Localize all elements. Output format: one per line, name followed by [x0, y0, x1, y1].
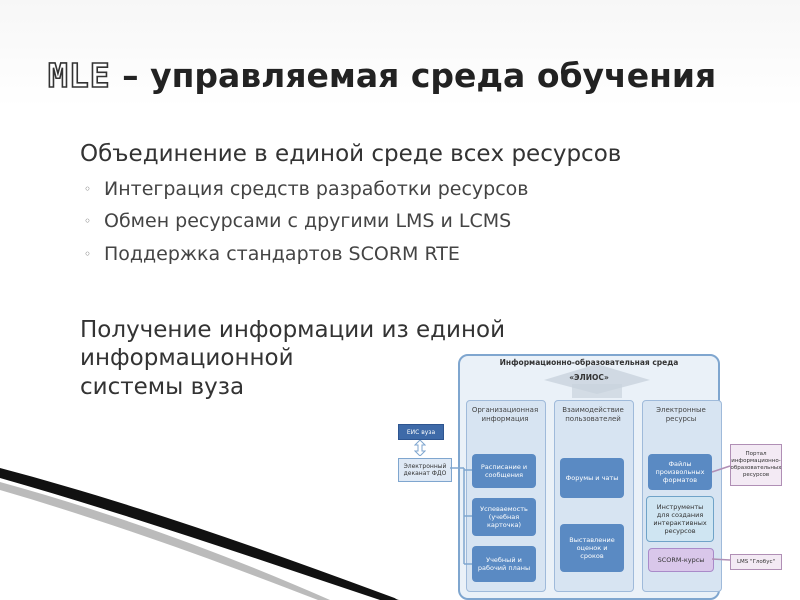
- column-resources-header-line-2: ресурсы: [665, 415, 697, 423]
- title-abbr: MLE: [48, 56, 111, 95]
- box-grades-line-1: Успеваемость: [480, 505, 528, 513]
- box-plans-line-1: Учебный и: [486, 556, 522, 564]
- box-tools-line-4: ресурсов: [664, 527, 696, 535]
- box-tools-line-3: интерактивных: [653, 519, 707, 527]
- column-org-header-line-2: информация: [481, 415, 529, 423]
- connector-line: [712, 559, 730, 560]
- sub-bullet-1: [84, 178, 528, 200]
- box-portal-line-4: ресурсов: [742, 472, 770, 478]
- box-tools-line-1: Инструменты: [656, 503, 704, 511]
- box-files-line-2: произвольных: [655, 468, 705, 476]
- connector-line: [712, 466, 730, 472]
- slide-title: [48, 56, 798, 95]
- sub-marker-icon: ◦: [84, 247, 92, 261]
- column-resources-header-line-1: Электронные: [656, 406, 706, 414]
- column-interaction-header-line-1: Взаимодействие: [562, 406, 624, 414]
- box-assessment-line-1: Выставление: [569, 536, 615, 544]
- box-tools-line-2: для создания: [656, 511, 704, 519]
- box-schedule-line-1: Расписание и: [480, 463, 528, 471]
- sub-marker-icon: ◦: [84, 182, 92, 196]
- box-assessment-line-2: оценок и: [576, 544, 608, 552]
- box-lms-globus-label: LMS "Глобус": [736, 558, 775, 565]
- box-files-line-3: форматов: [662, 476, 698, 484]
- box-eis-label: ЕИС вуза: [406, 428, 436, 436]
- diagram-connectors: [392, 348, 798, 600]
- box-portal-line-1: Портал: [745, 451, 767, 457]
- diagram-subtitle: «ЭЛИОС»: [569, 373, 609, 382]
- box-forums-line-1: Форумы и чаты: [565, 474, 619, 482]
- box-portal-line-2: информационно-: [731, 458, 781, 464]
- bullet-2-line-2: информационной: [80, 345, 294, 371]
- sub-bullet-3-text: Поддержка стандартов SCORM RTE: [104, 243, 460, 265]
- bullet-2-line-1: Получение информации из единой: [80, 317, 506, 343]
- box-scorm-line-1: SCORM-курсы: [657, 556, 705, 564]
- box-dean-line-1: Электронный: [403, 463, 447, 470]
- box-files-line-1: Файлы: [668, 460, 692, 468]
- box-schedule-line-2: сообщения: [484, 471, 524, 479]
- title-text: управляемая среда обучения: [150, 56, 717, 95]
- sub-bullet-3: [84, 243, 460, 265]
- box-plans-line-2: рабочий планы: [477, 564, 531, 572]
- sub-bullet-2: [84, 210, 511, 232]
- box-grades-line-2: (учебная: [488, 513, 520, 521]
- elios-diagram: [392, 348, 798, 600]
- title-dash: –: [110, 56, 151, 95]
- column-org-header-line-1: Организационная: [471, 406, 539, 414]
- bullet-2-line-3: системы вуза: [80, 374, 245, 400]
- diagram-title: Информационно-образовательная среда: [499, 358, 679, 367]
- column-interaction-header-line-2: пользователей: [565, 415, 621, 423]
- box-dean-line-2: деканат ФДО: [403, 470, 447, 477]
- sub-bullet-2-text: Обмен ресурсами с другими LMS и LCMS: [104, 210, 512, 232]
- box-portal-line-3: образовательных: [730, 465, 782, 471]
- sub-marker-icon: ◦: [84, 214, 92, 228]
- sub-bullet-1-text: Интеграция средств разработки ресурсов: [104, 178, 529, 200]
- bullet-1-text: Объединение в единой среде всех ресурсов: [80, 141, 622, 167]
- box-grades-line-3: карточка): [486, 521, 522, 529]
- box-assessment-line-3: сроков: [580, 552, 604, 560]
